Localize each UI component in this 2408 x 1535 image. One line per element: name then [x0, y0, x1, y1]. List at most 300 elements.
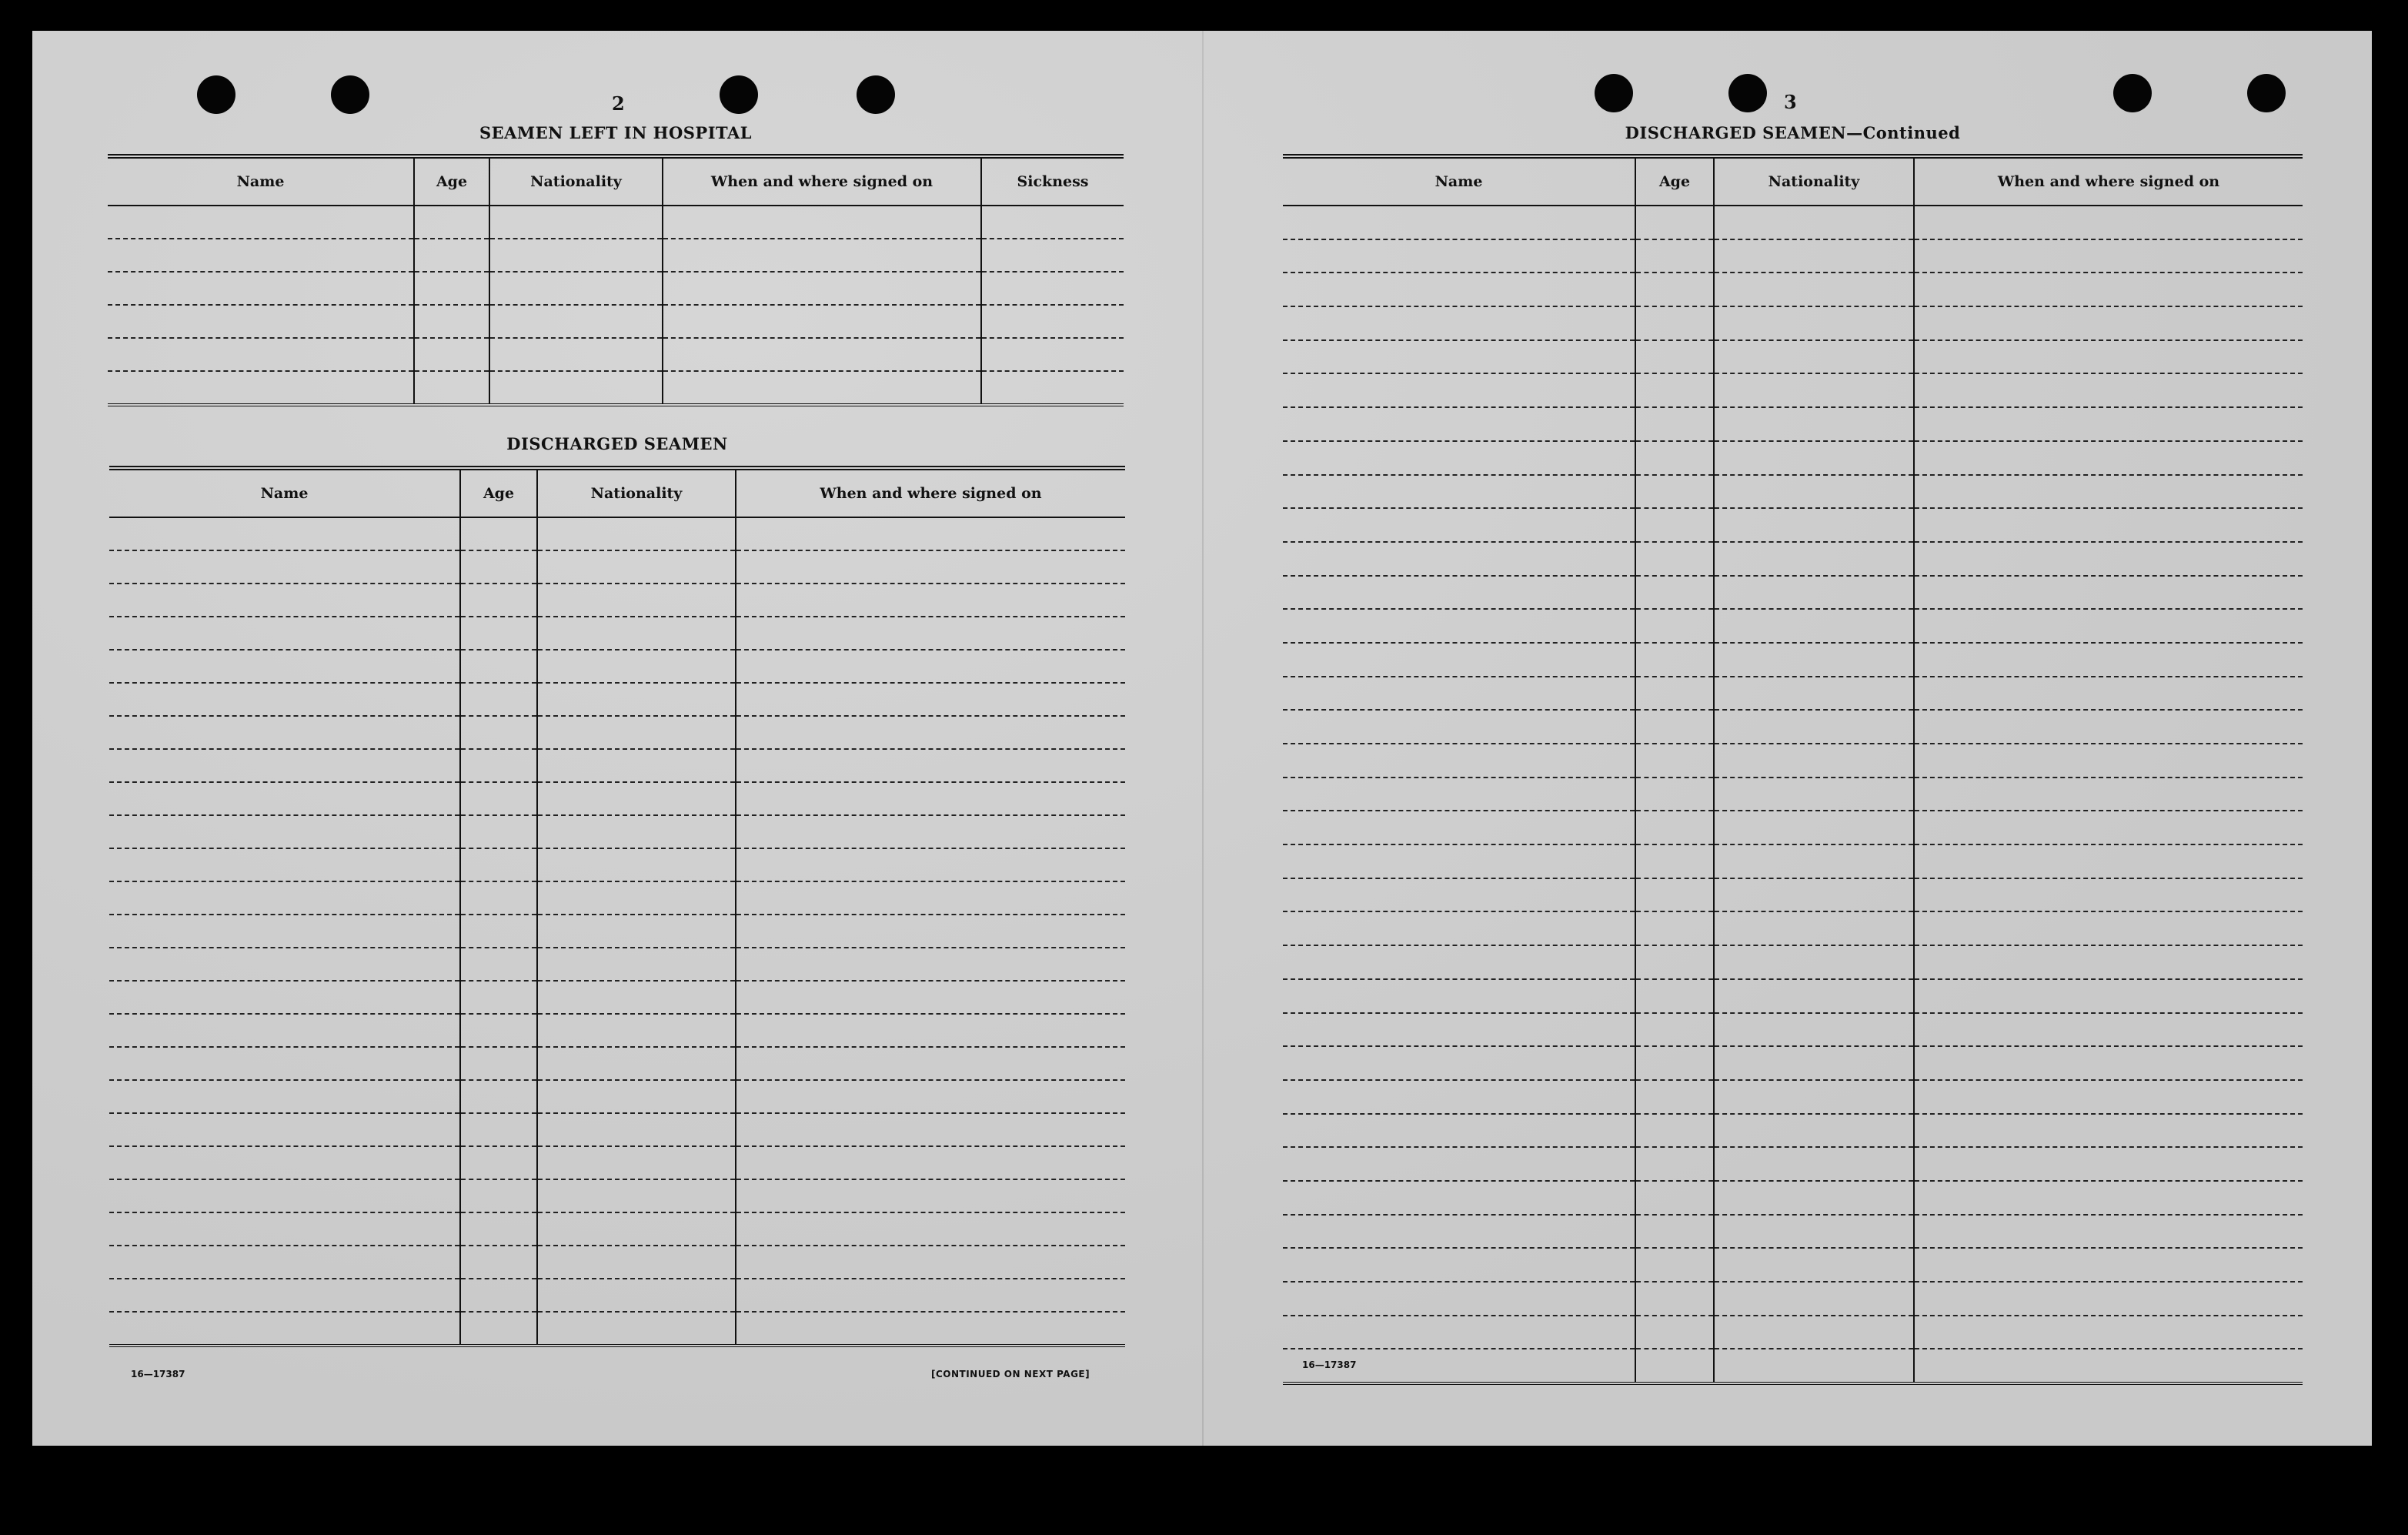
table-row — [1283, 340, 2303, 374]
discharged-section-title: DISCHARGED SEAMEN — [506, 434, 728, 453]
blank-cell — [460, 1312, 537, 1346]
blank-cell — [736, 584, 1125, 617]
blank-cell — [1283, 1215, 1635, 1249]
blank-cell — [460, 1146, 537, 1179]
blank-cell — [108, 305, 414, 338]
blank-cell — [537, 1146, 736, 1179]
blank-cell — [460, 782, 537, 815]
blank-cell — [736, 1312, 1125, 1346]
blank-cell — [981, 338, 1124, 371]
punch-hole — [2247, 74, 2286, 112]
table-row — [1283, 1215, 2303, 1249]
blank-cell — [1283, 1046, 1635, 1080]
blank-cell — [460, 881, 537, 915]
blank-cell — [109, 617, 460, 650]
blank-cell — [414, 338, 489, 371]
hospital-section-title: SEAMEN LEFT IN HOSPITAL — [479, 123, 753, 142]
table-row — [1283, 609, 2303, 643]
blank-cell — [1635, 811, 1714, 844]
blank-cell — [460, 749, 537, 782]
blank-cell — [460, 848, 537, 881]
blank-cell — [460, 1212, 537, 1246]
punch-hole — [2113, 74, 2152, 112]
table-row — [1283, 508, 2303, 542]
blank-cell — [109, 881, 460, 915]
continued-note: [CONTINUED ON NEXT PAGE] — [931, 1369, 1090, 1379]
table-row — [1283, 1013, 2303, 1047]
blank-cell — [489, 305, 663, 338]
blank-cell — [460, 1014, 537, 1047]
column-header-name: Name — [109, 468, 460, 517]
blank-cell — [736, 782, 1125, 815]
blank-cell — [537, 550, 736, 584]
blank-cell — [537, 650, 736, 683]
table-row — [109, 1047, 1125, 1080]
blank-cell — [1635, 206, 1714, 239]
blank-cell — [1283, 1114, 1635, 1148]
table-row — [109, 915, 1125, 948]
blank-cell — [1283, 811, 1635, 844]
table-row — [109, 650, 1125, 683]
blank-cell — [537, 782, 736, 815]
blank-cell — [109, 683, 460, 716]
blank-cell — [663, 239, 981, 272]
blank-cell — [1635, 744, 1714, 778]
blank-cell — [109, 848, 460, 881]
blank-cell — [537, 1179, 736, 1212]
blank-cell — [108, 206, 414, 239]
blank-cell — [1635, 1147, 1714, 1181]
blank-cell — [1283, 710, 1635, 744]
blank-cell — [537, 584, 736, 617]
blank-cell — [489, 371, 663, 405]
blank-cell — [1914, 1147, 2303, 1181]
blank-cell — [1635, 273, 1714, 306]
blank-cell — [1283, 206, 1635, 239]
blank-cell — [1635, 1215, 1714, 1249]
blank-cell — [1635, 373, 1714, 407]
blank-cell — [1714, 911, 1914, 945]
blank-cell — [736, 1146, 1125, 1179]
blank-cell — [1283, 677, 1635, 711]
blank-cell — [981, 239, 1124, 272]
blank-cell — [537, 1113, 736, 1146]
blank-cell — [1714, 1080, 1914, 1114]
blank-cell — [1635, 239, 1714, 273]
table-row — [109, 749, 1125, 782]
discharged-continued-title — [1283, 123, 2303, 142]
blank-cell — [663, 206, 981, 239]
blank-cell — [537, 981, 736, 1014]
punch-hole — [1595, 74, 1633, 112]
blank-cell — [1283, 878, 1635, 912]
table-row — [109, 1113, 1125, 1146]
blank-cell — [1714, 1349, 1914, 1383]
blank-cell — [1635, 1316, 1714, 1349]
blank-cell — [1914, 1316, 2303, 1349]
table-row — [1283, 1080, 2303, 1114]
table-row — [1283, 878, 2303, 912]
table-row — [1283, 1248, 2303, 1282]
blank-cell — [1283, 979, 1635, 1013]
blank-cell — [1635, 945, 1714, 979]
blank-cell — [663, 305, 981, 338]
blank-cell — [109, 1246, 460, 1279]
blank-cell — [736, 1080, 1125, 1113]
blank-cell — [1914, 373, 2303, 407]
hospital-table — [108, 154, 1124, 406]
blank-cell — [1714, 1215, 1914, 1249]
discharged-continued-title-suffix: —Continued — [1846, 123, 1961, 142]
discharged-continued-table — [1283, 154, 2303, 1385]
blank-cell — [1714, 340, 1914, 374]
column-header-name: Name — [108, 156, 414, 206]
table-row — [1283, 844, 2303, 878]
blank-cell — [109, 981, 460, 1014]
table-row — [109, 1080, 1125, 1113]
blank-cell — [1914, 306, 2303, 340]
blank-cell — [537, 1246, 736, 1279]
table-row — [109, 1179, 1125, 1212]
column-header-signed-on: When and where signed on — [1914, 156, 2303, 206]
blank-cell — [1714, 1181, 1914, 1215]
blank-cell — [109, 815, 460, 848]
blank-cell — [489, 239, 663, 272]
blank-cell — [537, 848, 736, 881]
blank-cell — [1914, 710, 2303, 744]
blank-cell — [1283, 576, 1635, 610]
table-row — [1283, 239, 2303, 273]
blank-cell — [736, 1113, 1125, 1146]
table-row — [109, 782, 1125, 815]
table-row — [108, 272, 1124, 305]
blank-cell — [1914, 340, 2303, 374]
blank-cell — [1914, 1282, 2303, 1316]
table-row — [1283, 1046, 2303, 1080]
blank-cell — [1914, 1181, 2303, 1215]
blank-cell — [1283, 1282, 1635, 1316]
blank-cell — [736, 683, 1125, 716]
table-row — [1283, 1349, 2303, 1383]
blank-cell — [460, 948, 537, 981]
blank-cell — [1914, 508, 2303, 542]
table-row — [1283, 542, 2303, 576]
discharged-table — [109, 466, 1125, 1347]
page-fold — [1202, 31, 1204, 1446]
table-row — [109, 1014, 1125, 1047]
table-row — [108, 239, 1124, 272]
blank-cell — [109, 1212, 460, 1246]
blank-cell — [1714, 710, 1914, 744]
table-row — [1283, 778, 2303, 811]
blank-cell — [1714, 811, 1914, 844]
blank-cell — [1635, 778, 1714, 811]
blank-cell — [537, 915, 736, 948]
blank-cell — [1714, 1046, 1914, 1080]
table-row — [109, 517, 1125, 550]
blank-cell — [1714, 979, 1914, 1013]
blank-cell — [1283, 643, 1635, 677]
table-row — [1283, 1282, 2303, 1316]
blank-cell — [1283, 239, 1635, 273]
blank-cell — [1714, 306, 1914, 340]
blank-cell — [537, 948, 736, 981]
page-number-left: 2 — [612, 92, 625, 115]
blank-cell — [1283, 1013, 1635, 1047]
blank-cell — [663, 371, 981, 405]
column-header-age: Age — [414, 156, 489, 206]
table-row — [109, 881, 1125, 915]
blank-cell — [1635, 710, 1714, 744]
blank-cell — [1635, 306, 1714, 340]
blank-cell — [460, 915, 537, 948]
punch-hole — [1728, 74, 1767, 112]
table-row — [1283, 206, 2303, 239]
blank-cell — [1635, 542, 1714, 576]
blank-cell — [414, 206, 489, 239]
table-row — [1283, 1114, 2303, 1148]
blank-cell — [1714, 878, 1914, 912]
blank-cell — [1714, 373, 1914, 407]
column-header-nationality: Nationality — [489, 156, 663, 206]
blank-cell — [537, 1080, 736, 1113]
blank-cell — [109, 716, 460, 749]
blank-cell — [1714, 643, 1914, 677]
blank-cell — [460, 815, 537, 848]
blank-cell — [1914, 609, 2303, 643]
blank-cell — [1714, 1316, 1914, 1349]
table-row — [1283, 306, 2303, 340]
blank-cell — [981, 305, 1124, 338]
blank-cell — [736, 881, 1125, 915]
blank-cell — [1283, 844, 1635, 878]
blank-cell — [109, 584, 460, 617]
page-number-right: 3 — [1784, 91, 1797, 113]
blank-cell — [1714, 609, 1914, 643]
table-row — [109, 1279, 1125, 1312]
table-row — [1283, 273, 2303, 306]
discharged-continued-title-main: DISCHARGED SEAMEN — [1625, 123, 1847, 142]
blank-cell — [1914, 811, 2303, 844]
blank-cell — [736, 848, 1125, 881]
blank-cell — [1714, 239, 1914, 273]
blank-cell — [108, 272, 414, 305]
blank-cell — [663, 338, 981, 371]
table-row — [108, 371, 1124, 405]
blank-cell — [1714, 1248, 1914, 1282]
table-row — [109, 948, 1125, 981]
blank-cell — [1283, 340, 1635, 374]
table-row — [1283, 1147, 2303, 1181]
blank-cell — [1283, 778, 1635, 811]
blank-cell — [736, 981, 1125, 1014]
blank-cell — [108, 371, 414, 405]
blank-cell — [109, 948, 460, 981]
blank-cell — [1714, 677, 1914, 711]
blank-cell — [1283, 1147, 1635, 1181]
table-row — [1283, 677, 2303, 711]
blank-cell — [109, 517, 460, 550]
blank-cell — [1635, 508, 1714, 542]
column-header-nationality: Nationality — [537, 468, 736, 517]
blank-cell — [109, 650, 460, 683]
blank-cell — [1635, 1114, 1714, 1148]
blank-cell — [460, 650, 537, 683]
blank-cell — [1714, 1282, 1914, 1316]
blank-cell — [1914, 273, 2303, 306]
blank-cell — [537, 1014, 736, 1047]
blank-cell — [460, 1246, 537, 1279]
blank-cell — [460, 1047, 537, 1080]
blank-cell — [1914, 945, 2303, 979]
blank-cell — [537, 517, 736, 550]
column-header-sickness: Sickness — [981, 156, 1124, 206]
blank-cell — [1283, 441, 1635, 475]
blank-cell — [1914, 878, 2303, 912]
blank-cell — [109, 1146, 460, 1179]
table-row — [109, 716, 1125, 749]
table-row — [108, 206, 1124, 239]
blank-cell — [736, 1246, 1125, 1279]
blank-cell — [1714, 576, 1914, 610]
blank-cell — [1914, 542, 2303, 576]
blank-cell — [109, 1179, 460, 1212]
blank-cell — [1635, 979, 1714, 1013]
blank-cell — [1914, 441, 2303, 475]
blank-cell — [1635, 407, 1714, 441]
blank-cell — [736, 915, 1125, 948]
blank-cell — [1283, 911, 1635, 945]
blank-cell — [460, 550, 537, 584]
column-header-nationality: Nationality — [1714, 156, 1914, 206]
punch-hole — [331, 75, 369, 114]
table-row — [1283, 407, 2303, 441]
blank-cell — [1914, 206, 2303, 239]
blank-cell — [1635, 340, 1714, 374]
blank-cell — [981, 206, 1124, 239]
blank-cell — [736, 716, 1125, 749]
blank-cell — [1914, 911, 2303, 945]
table-row — [109, 617, 1125, 650]
blank-cell — [537, 1047, 736, 1080]
blank-cell — [1635, 1282, 1714, 1316]
blank-cell — [1914, 677, 2303, 711]
column-header-name: Name — [1283, 156, 1635, 206]
column-header-age: Age — [460, 468, 537, 517]
discharged-continued-table-body — [1283, 206, 2303, 1383]
blank-cell — [109, 1047, 460, 1080]
blank-cell — [460, 517, 537, 550]
blank-cell — [1635, 1248, 1714, 1282]
blank-cell — [1283, 609, 1635, 643]
table-row — [1283, 576, 2303, 610]
blank-cell — [1635, 1080, 1714, 1114]
blank-cell — [537, 617, 736, 650]
column-header-age: Age — [1635, 156, 1714, 206]
blank-cell — [736, 1279, 1125, 1312]
blank-cell — [736, 550, 1125, 584]
blank-cell — [1914, 1349, 2303, 1383]
blank-cell — [1714, 1013, 1914, 1047]
blank-cell — [108, 239, 414, 272]
table-row — [1283, 1181, 2303, 1215]
table-row — [1283, 945, 2303, 979]
blank-cell — [1283, 475, 1635, 509]
blank-cell — [1714, 508, 1914, 542]
blank-cell — [489, 206, 663, 239]
blank-cell — [1914, 1013, 2303, 1047]
blank-cell — [460, 584, 537, 617]
table-row — [109, 683, 1125, 716]
table-row — [1283, 1316, 2303, 1349]
blank-cell — [1914, 1248, 2303, 1282]
blank-cell — [1914, 979, 2303, 1013]
blank-cell — [981, 272, 1124, 305]
table-row — [1283, 744, 2303, 778]
blank-cell — [1635, 609, 1714, 643]
blank-cell — [1283, 1316, 1635, 1349]
blank-cell — [460, 981, 537, 1014]
blank-cell — [109, 550, 460, 584]
table-row — [109, 815, 1125, 848]
blank-cell — [460, 617, 537, 650]
blank-cell — [109, 1113, 460, 1146]
blank-cell — [1714, 1114, 1914, 1148]
blank-cell — [1714, 542, 1914, 576]
blank-cell — [460, 1080, 537, 1113]
blank-cell — [1635, 878, 1714, 912]
form-code-left: 16—17387 — [131, 1369, 185, 1379]
table-row — [1283, 643, 2303, 677]
blank-cell — [109, 1014, 460, 1047]
blank-cell — [1914, 475, 2303, 509]
blank-cell — [537, 749, 736, 782]
blank-cell — [108, 338, 414, 371]
form-sheet — [32, 31, 2372, 1446]
blank-cell — [1635, 643, 1714, 677]
blank-cell — [736, 1179, 1125, 1212]
blank-cell — [1635, 844, 1714, 878]
blank-cell — [109, 782, 460, 815]
table-row — [109, 1146, 1125, 1179]
table-row — [109, 1212, 1125, 1246]
blank-cell — [1714, 206, 1914, 239]
blank-cell — [1283, 1181, 1635, 1215]
table-row — [1283, 911, 2303, 945]
blank-cell — [489, 338, 663, 371]
table-row — [109, 1246, 1125, 1279]
blank-cell — [1283, 542, 1635, 576]
punch-hole — [857, 75, 895, 114]
table-row — [1283, 710, 2303, 744]
form-code-right: 16—17387 — [1302, 1359, 1357, 1370]
blank-cell — [414, 305, 489, 338]
blank-cell — [1283, 945, 1635, 979]
blank-cell — [1283, 1080, 1635, 1114]
blank-cell — [736, 948, 1125, 981]
blank-cell — [1914, 1114, 2303, 1148]
table-row — [109, 981, 1125, 1014]
blank-cell — [1914, 1215, 2303, 1249]
table-row — [109, 848, 1125, 881]
blank-cell — [1714, 744, 1914, 778]
blank-cell — [1283, 373, 1635, 407]
blank-cell — [1635, 1046, 1714, 1080]
blank-cell — [1714, 441, 1914, 475]
blank-cell — [1635, 677, 1714, 711]
table-row — [1283, 475, 2303, 509]
blank-cell — [489, 272, 663, 305]
